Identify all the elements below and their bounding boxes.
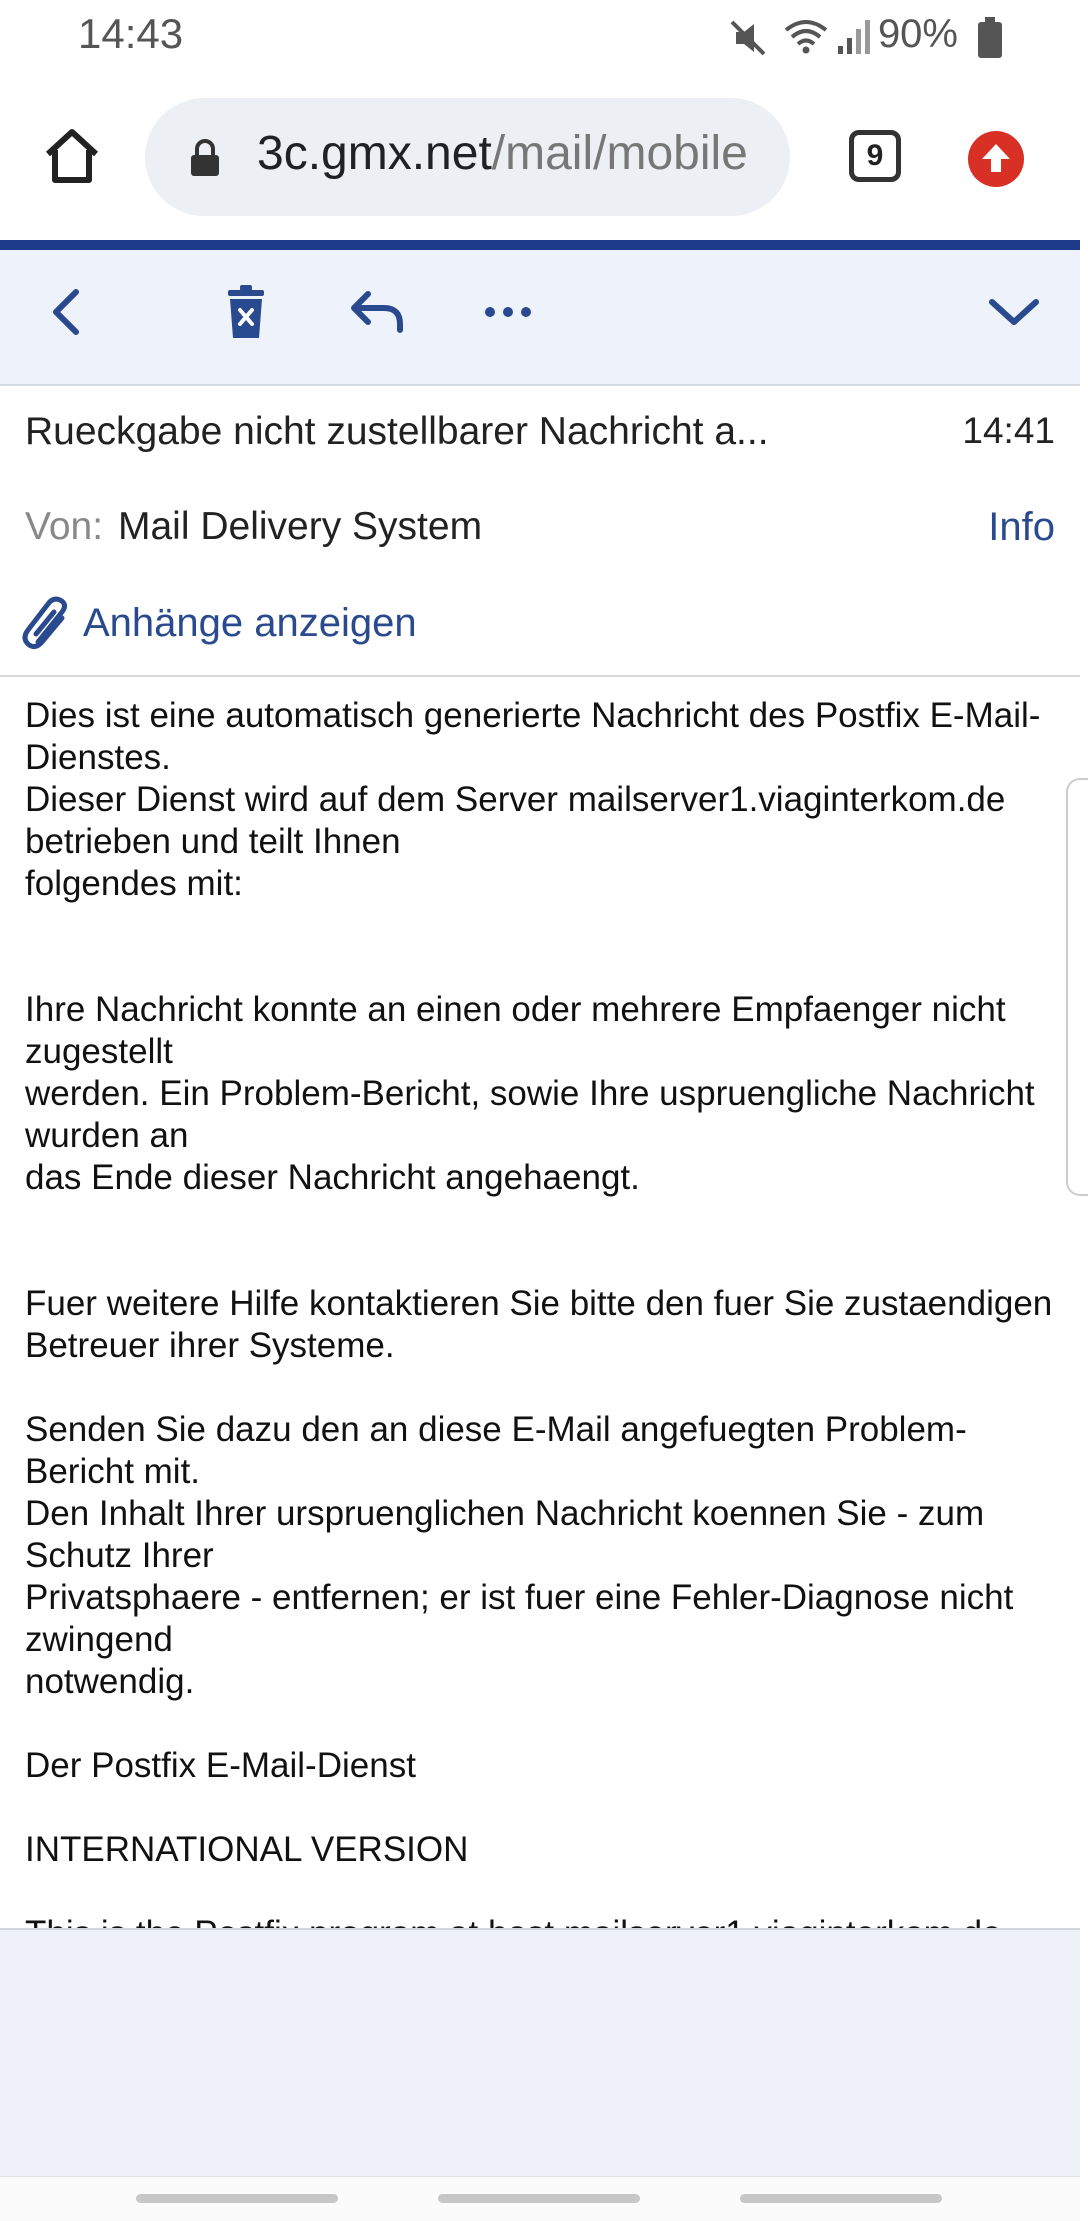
system-nav-bar (0, 2176, 1080, 2221)
reply-icon[interactable] (346, 280, 410, 344)
bottom-panel (0, 1928, 1080, 2178)
mail-toolbar (0, 250, 1080, 386)
scroll-handle[interactable] (1066, 778, 1088, 1196)
body-line: Ihre Nachricht konnte an einen oder mehrere Empfaenger nicht zugestellt (25, 990, 1006, 1071)
body-line: Senden Sie dazu den an diese E-Mail angefuegten Problem-Bericht mit. (25, 1410, 967, 1491)
battery-percent: 90% (877, 12, 958, 56)
back-icon[interactable] (36, 280, 100, 344)
wifi-icon (782, 16, 830, 56)
spacer (25, 905, 1070, 989)
status-bar (0, 0, 1080, 74)
nav-back-button[interactable] (740, 2194, 942, 2203)
body-line: folgendes mit: (25, 864, 243, 903)
nav-recents-button[interactable] (136, 2194, 338, 2203)
signal-icon (836, 18, 872, 56)
battery-icon (978, 22, 1002, 58)
home-icon[interactable] (40, 124, 104, 188)
sender-name: Mail Delivery System (118, 505, 483, 548)
url-path: /mail/mobile (491, 127, 748, 180)
spacer (25, 1367, 1070, 1409)
info-link[interactable]: Info (988, 505, 1055, 549)
mail-body (25, 695, 1070, 1930)
tab-switcher-button[interactable]: 9 (849, 130, 901, 182)
header-divider (0, 675, 1080, 677)
mail-time: 14:41 (962, 410, 1055, 451)
update-button[interactable] (968, 131, 1024, 187)
spacer (25, 1199, 1070, 1283)
body-line: Dies ist eine automatisch generierte Nachricht des Postfix E-Mail-Dienstes. (25, 696, 1041, 777)
spacer (25, 1871, 1070, 1913)
browser-bar (0, 74, 1080, 240)
address-bar[interactable] (145, 98, 790, 216)
body-line: werden. Ein Problem-Bericht, sowie Ihre uspruengliche Nachricht wurden an (25, 1074, 1035, 1155)
url-text (257, 126, 748, 181)
spacer (25, 1703, 1070, 1745)
body-line: Dieser Dienst wird auf dem Server mailserver1.viaginterkom.de betrieben und teilt Ihnen (25, 780, 1006, 861)
arrow-up-icon (968, 131, 1024, 187)
header-accent-line (0, 240, 1080, 250)
body-line: notwendig. (25, 1662, 195, 1701)
show-attachments-link[interactable]: Anhänge anzeigen (83, 601, 417, 645)
body-line: Privatsphaere - entfernen; er ist fuer eine Fehler-Diagnose nicht zwingend (25, 1578, 1014, 1659)
lock-icon (189, 138, 221, 178)
paperclip-icon[interactable] (22, 598, 72, 650)
body-line: das Ende dieser Nachricht angehaengt. (25, 1158, 640, 1197)
more-icon[interactable] (476, 280, 540, 344)
from-label: Von: (25, 505, 104, 548)
body-line: INTERNATIONAL VERSION (25, 1830, 469, 1869)
status-time: 14:43 (78, 10, 184, 57)
nav-home-button[interactable] (438, 2194, 640, 2203)
url-host: 3c.gmx.net (257, 127, 492, 180)
mute-icon (728, 18, 768, 58)
mail-subject: Rueckgabe nicht zustellbarer Nachricht a... (25, 410, 769, 453)
body-line: Fuer weitere Hilfe kontaktieren Sie bitte den fuer Sie zustaendigen Betreuer ihrer Systeme. (25, 1284, 1053, 1365)
expand-icon[interactable] (982, 280, 1046, 344)
body-line: Den Inhalt Ihrer urspruenglichen Nachricht koennen Sie - zum Schutz Ihrer (25, 1494, 985, 1575)
spacer (25, 1787, 1070, 1829)
body-line: Der Postfix E-Mail-Dienst (25, 1746, 416, 1785)
delete-icon[interactable] (214, 280, 278, 344)
